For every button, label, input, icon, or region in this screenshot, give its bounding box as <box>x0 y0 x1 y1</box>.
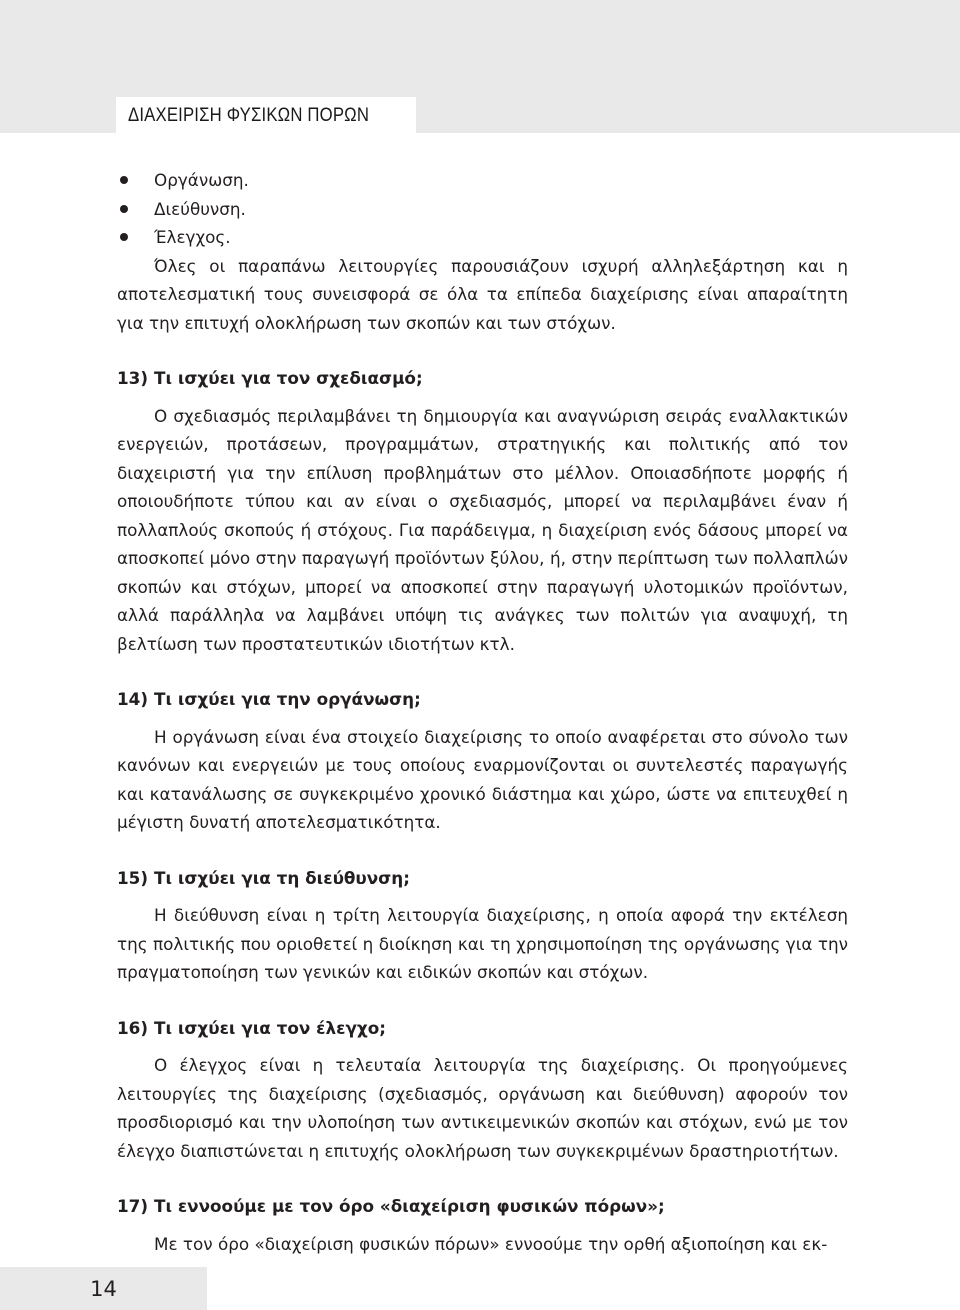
section-heading <box>117 364 848 393</box>
list-item: Διεύθυνση. <box>117 195 848 224</box>
question-text: Τι εννοούμε με τον όρο «διαχείριση φυσικών πόρων»; <box>154 1196 665 1216</box>
section-13 <box>117 364 848 658</box>
question-text: Τι ισχύει για τη διεύθυνση; <box>154 867 410 888</box>
section-heading <box>117 864 848 893</box>
bullet-icon <box>120 205 128 213</box>
bullet-list <box>117 166 848 252</box>
answer-paragraph: Ο έλεγχος είναι η τελευταία λειτουργία της διαχείρισης. Οι προηγούμενες λειτουργίες της διαχείρισης (σχεδιασμός, οργάνωση και διεύθυνση) αφορούν τον προσδιορισμό και την υλοποίηση των αντικειμενικών σκοπών και στόχων, ενώ με τον έλεγχο διαπιστώνεται η επιτυχής ολοκλήρωση των συγκεκριμένων δραστηριοτήτων. <box>117 1055 848 1161</box>
question-number: 14) <box>117 689 149 709</box>
running-header-title: ΔΙΑΧΕΙΡΙΣΗ ΦΥΣΙΚΩΝ ΠΟΡΩΝ <box>128 104 370 126</box>
question-text: Τι ισχύει για τον σχεδιασμό; <box>154 368 423 388</box>
page-number: 14 <box>90 1276 117 1301</box>
answer-paragraph: Η διεύθυνση είναι η τρίτη λειτουργία διαχείρισης, η οποία αφορά την εκτέλεση της πολιτικής που οριοθετεί η διοίκηση και τη χρησιμοποίηση της οργάνωσης για την πραγματοποίηση των γενικών και ειδικών σκοπών και στόχων. <box>117 905 848 982</box>
intro-paragraph: Όλες οι παραπάνω λειτουργίες παρουσιάζουν ισχυρή αλληλεξάρτηση και η αποτελεσματική τους συνεισφορά σε όλα τα επίπεδα διαχείρισης είναι απαραίτητη για την επιτυχή ολοκλήρωση των σκοπών και των στόχων. <box>117 255 848 333</box>
question-text: Τι ισχύει για τον έλεγχο; <box>154 1017 386 1038</box>
running-header <box>116 97 416 134</box>
answer-paragraph: Η οργάνωση είναι ένα στοιχείο διαχείρισης το οποίο αναφέρεται στο σύνολο των κανόνων και ενεργειών με τους οποίους εναρμονίζονται οι συντελεστές παραγωγής και κατανάλωσης σε συγκεκριμένο χρονικό διάστημα και χώρο, ώστε να επιτευχθεί η μέγιστη δυνατή αποτελεσματικότητα. <box>117 726 848 832</box>
section-heading <box>117 1014 848 1043</box>
question-text: Τι ισχύει για την οργάνωση; <box>154 689 421 709</box>
question-number: 17) <box>117 1196 149 1216</box>
question-number: 13) <box>117 368 149 388</box>
page-number-box <box>0 1267 207 1310</box>
section-16 <box>117 1014 848 1166</box>
page-body <box>117 166 848 1258</box>
bullet-icon <box>120 176 128 184</box>
section-17 <box>117 1192 848 1258</box>
list-item: Οργάνωση. <box>117 166 848 195</box>
question-number: 16) <box>117 1017 149 1038</box>
answer-paragraph: Με τον όρο «διαχείριση φυσικών πόρων» εννοούμε την ορθή αξιοποίηση και εκ- <box>154 1233 828 1254</box>
section-15 <box>117 864 848 987</box>
bullet-icon <box>120 233 128 241</box>
section-heading <box>117 685 848 714</box>
section-heading <box>117 1192 848 1221</box>
list-item: Έλεγχος. <box>117 223 848 252</box>
section-14 <box>117 685 848 837</box>
question-number: 15) <box>117 867 149 888</box>
answer-paragraph: Ο σχεδιασμός περιλαμβάνει τη δημιουργία και αναγνώριση σειράς εναλλακτικών ενεργειών, προτάσεων, προγραμμάτων, στρατηγικής και πολιτικής από τον διαχειριστή για την επίλυση προβλημάτων στο μέλλον. Οποιασδήποτε μορφής ή οποιουδήποτε τύπου και αν είναι ο σχεδιασμός, μπορεί να περιλαμβάνει έναν ή πολλαπλούς σκοπούς ή στόχους. Για παράδειγμα, η διαχείριση ενός δάσους μπορεί να αποσκοπεί μόνο στην παραγωγή προϊόντων ξύλου, ή, στην περίπτωση των πολλαπλών σκοπών και στόχων, μπορεί να αποσκοπεί στην παραγωγή υλοτομικών προϊόντων, αλλά παράλληλα να λαμβάνει υπόψη τις ανάγκες των πολιτών για αναψυχή, τη βελτίωση των προστατευτικών ιδιοτήτων κτλ. <box>117 405 848 654</box>
